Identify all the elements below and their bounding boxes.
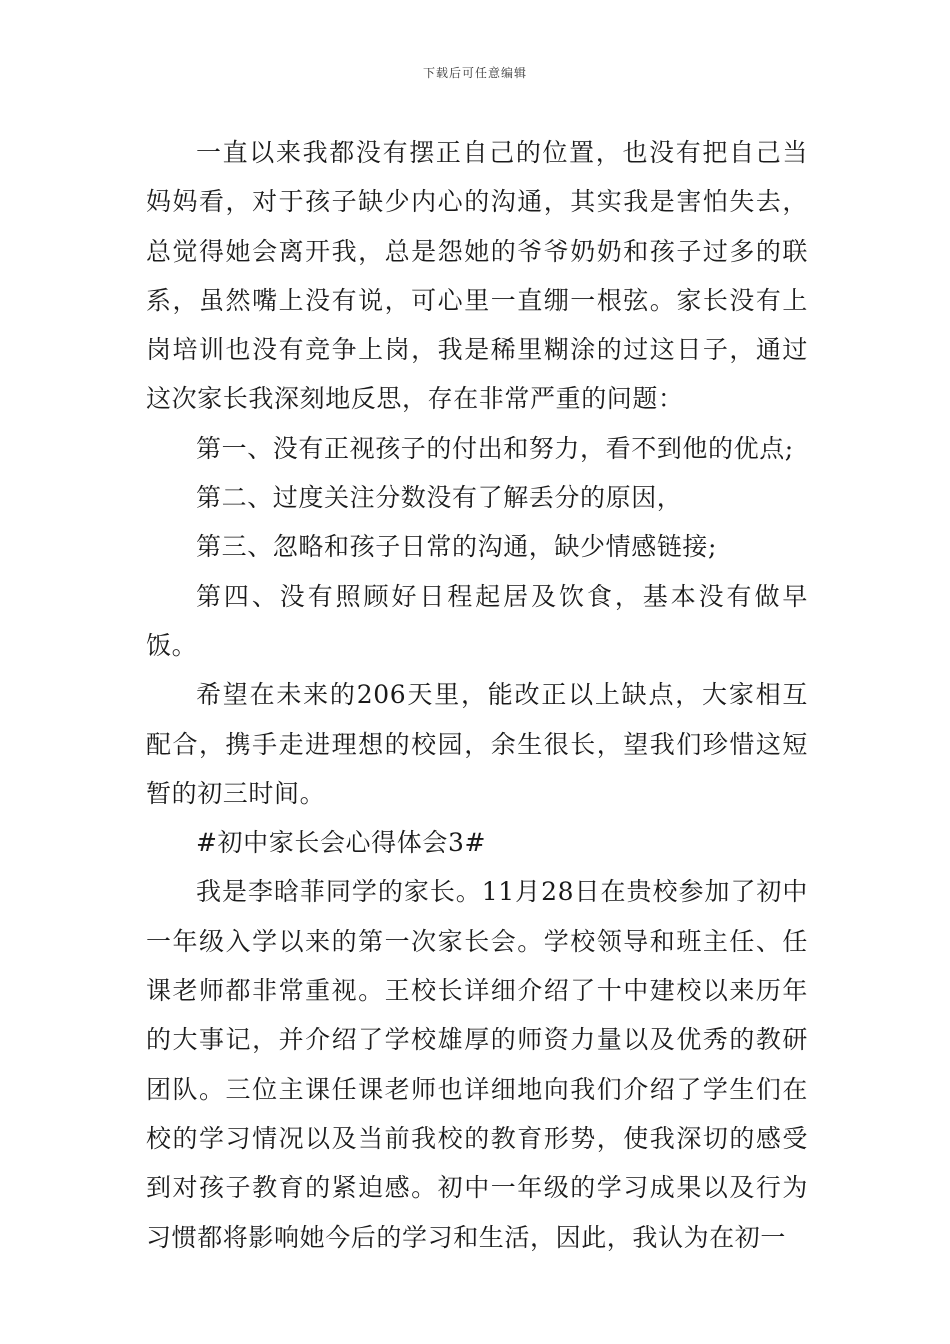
paragraph-point-1: 第一、没有正视孩子的付出和努力，看不到他的优点; [196,433,794,463]
paragraph-point-3: 第三、忽略和孩子日常的沟通，缺少情感链接; [196,532,718,562]
paragraph-point-4: 第四、没有照顾好日程起居及饮食，基本没有做早饭。 [146,581,808,660]
paragraph-hope: 希望在未来的206天里，能改正以上缺点，大家相互配合，携手走进理想的校园，余生很长，望我们珍惜这短暂的初三时间。 [146,680,808,808]
paragraph-point-2: 第二、过度关注分数没有了解丢分的原因， [196,483,683,513]
section-heading: #初中家长会心得体会3# [196,828,487,858]
paragraph-reflection: 一直以来我都没有摆正自己的位置，也没有把自己当妈妈看，对于孩子缺少内心的沟通，其实我是害怕失去，总觉得她会离开我，总是怨她的爷爷奶奶和孩子过多的联系，虽然嘴上没有说，可心里一直绷一根弦。家长没有上岗培训也没有竞争上岗，我是稀里糊涂的过这日子，通过这次家长我深刻地反思，存在非常严重的问题： [146,138,808,414]
paragraph-section-3: 我是李晗菲同学的家长。11月28日在贵校参加了初中一年级入学以来的第一次家长会。学校领导和班主任、任课老师都非常重视。王校长详细介绍了十中建校以来历年的大事记，并介绍了学校雄厚的师资力量以及优秀的教研团队。三位主课任课老师也详细地向我们介绍了学生们在校的学习情况以及当前我校的教育形势，使我深切的感受到对孩子教育的紧迫感。初中一年级的学习成果以及行为习惯都将影响她今后的学习和生活，因此，我认为在初一 [146,877,808,1252]
document-body [146,128,808,1262]
page-header: 下载后可任意编辑 [422,66,527,80]
